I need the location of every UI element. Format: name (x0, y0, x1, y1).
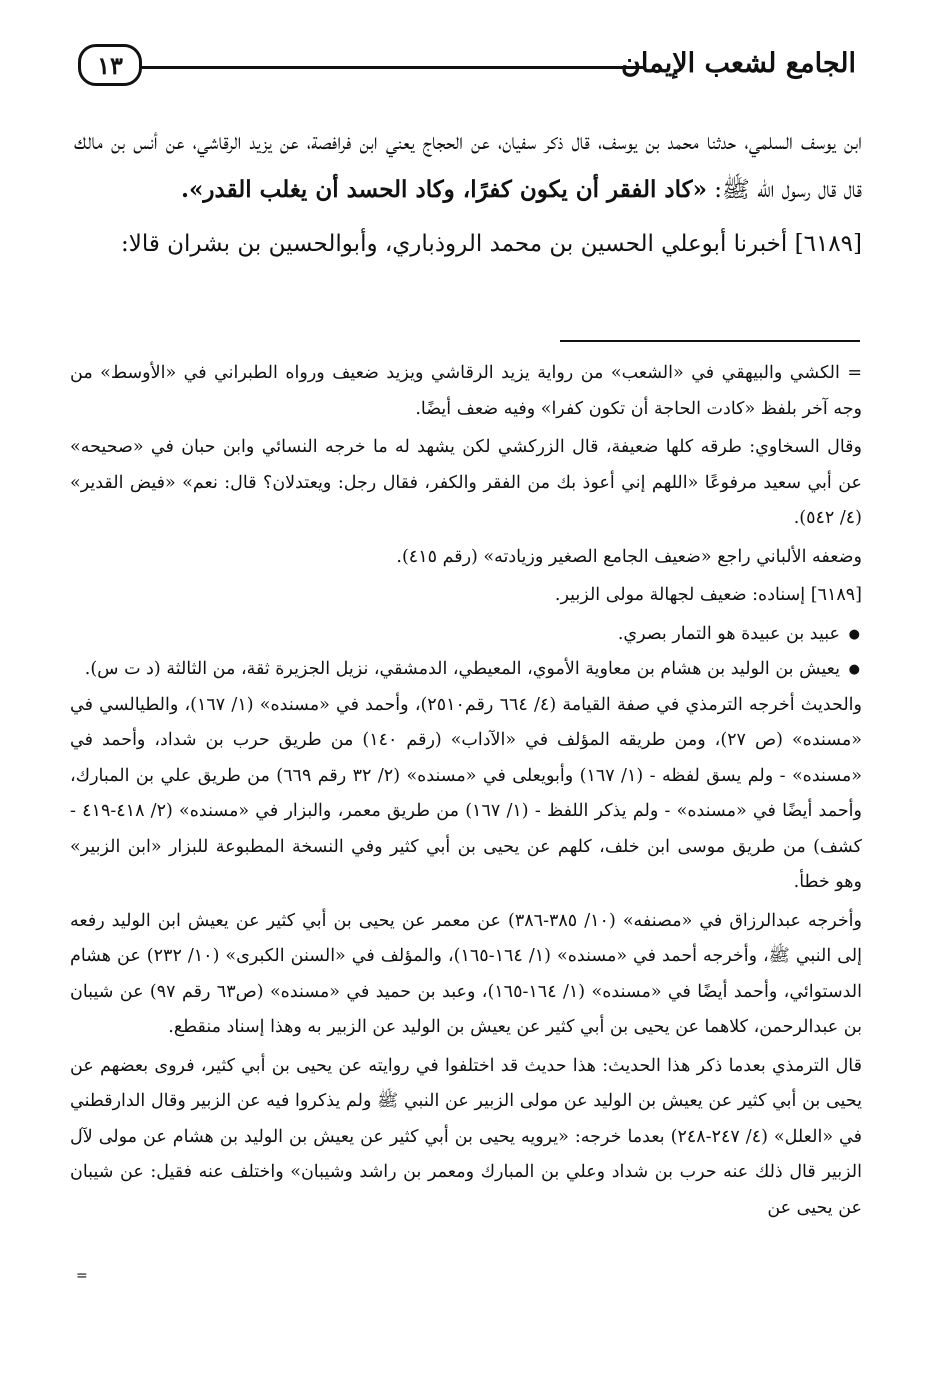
footnote-tirmidhi: قال الترمذي بعدما ذكر هذا الحديث: هذا حديث قد اختلفوا في روايته عن يحيى بن أبي كثير، فروى بعضهم عن يحيى بن أبي كثير عن يعيش بن الوليد عن مولى الزبير عن النبي ﷺ ولم يذكروا فيه عن الزبير وقال الدارقطني في «العلل» (٤/ ٢٤٧-٢٤٨) بعدما خرجه: «يرويه يحيى بن أبي كثير عن يعيش بن الوليد بن هشام عن مولى لآل الزبير قال ذلك عنه حرب بن شداد وعلي بن المبارك ومعمر بن راشد وشيبان» واختلف عنه فقيل: عن شيبان عن يحيى عن (70, 1055, 862, 1218)
isnad-text: ابن يوسف السلمي، حدثنا محمد بن يوسف، قال ذكر سفيان، عن الحجاج يعني ابن فرافصة، عن يزيد الرقاشي، عن أنس بن مالك قال قال رسول الله ﷺ: (74, 129, 862, 203)
paragraph-6189: [٦١٨٩] أخبرنا أبوعلي الحسين بن محمد الروذباري، وأبوالحسين بن بشران قالا: (120, 231, 862, 257)
header-rule (142, 66, 646, 69)
footnote-albani: وضعفه الألباني راجع «ضعيف الجامع الصغير وزيادته» (رقم ٤١٥). (396, 546, 862, 567)
main-text (74, 118, 862, 268)
continuation-mark: = (76, 1268, 88, 1284)
page-number: ١٣ (78, 44, 142, 86)
footnote-separator (560, 340, 860, 342)
list-item (70, 652, 862, 688)
footnote-sakhawi: وقال السخاوي: طرقه كلها ضعيفة، قال الزركشي لكن يشهد له ما خرجه النسائي وابن حبان في «صحيحه» عن أبي سعيد مرفوعًا «اللهم إني أعوذ بك من الفقر والكفر، فقال رجل: ويعتدلان؟ قال: نعم» «فيض القدير» (٤/ ٥٤٢). (70, 437, 862, 528)
paragraph-hadith (74, 118, 862, 214)
footnotes (70, 356, 862, 1229)
footnote-isnad-6189: [٦١٨٩] إسناده: ضعيف لجهالة مولى الزبير. (554, 585, 862, 605)
footnote-abdurrazzaq: وأخرجه عبدالرزاق في «مصنفه» (١٠/ ٣٨٥-٣٨٦) عن معمر عن يحيى بن أبي كثير عن يعيش ابن الوليد رفعه إلى النبي ﷺ، وأخرجه أحمد في «مسنده» (١/ ١٦٤-١٦٥)، والمؤلف في «السنن الكبرى» (١٠/ ٢٣٢) عن هشام الدستوائي، وأحمد أيضًا في «مسنده» (١/ ١٦٤-١٦٥)، وعبد بن حميد في «مسنده» (ص٦٣ رقم ٩٧) عن شيبان بن عبدالرحمن، كلاهما عن يحيى بن أبي كثير عن يعيش بن الوليد عن الزبير به وهذا إسناد منقطع. (70, 910, 863, 1037)
hadith-text: «كاد الفقر أن يكون كفرًا، وكاد الحسد أن يغلب القدر». (181, 176, 707, 203)
list-item-text: عبيد بن عبيدة هو التمار بصري. (617, 623, 840, 644)
footnote-continuation: = الكشي والبيهقي في «الشعب» من رواية يزيد الرقاشي ويزيد ضعيف ورواه الطبراني في «الأوسط» من وجه آخر بلفظ «كادت الحاجة أن تكون كفرا» وفيه ضعف أيضًا. (70, 363, 862, 419)
narrator-list (70, 617, 862, 688)
running-title: الجامع لشعب الإيمان (621, 48, 856, 79)
list-item (70, 617, 862, 653)
page-header (78, 40, 856, 100)
footnote-takhrij: والحديث أخرجه الترمذي في صفة القيامة (٤/ ٦٦٤ رقم٢٥١٠)، وأحمد في «مسنده» (١/ ١٦٧)، والطيالسي في «مسنده» (ص ٢٧)، ومن طريقه المؤلف في «الآداب» (رقم ١٤٠) من طريق حرب بن شداد، وأحمد في «مسنده» - ولم يسق لفظه - (١/ ١٦٧) وأبويعلى في «مسنده» (٢/ ٣٢ رقم ٦٦٩) من طريق علي بن المبارك، وأحمد أيضًا في «مسنده» - ولم يذكر اللفظ - (١/ ١٦٧) من طريق معمر، والبزار في «مسنده» (٢/ ٤١٨-٤١٩ - كشف) من طريق موسى ابن خلف، كلهم عن يحيى بن أبي كثير وفي النسخة المطبوعة للبزار «ابن الزبير» وهو خطأ. (70, 694, 863, 892)
bullet-dot-icon: ● (848, 626, 860, 642)
bullet-dot-icon: ● (848, 662, 860, 677)
list-item-text: يعيش بن الوليد بن هشام بن معاوية الأموي، المعيطي، الدمشقي، نزيل الجزيرة ثقة، من الثالثة (د ت س). (84, 659, 840, 679)
